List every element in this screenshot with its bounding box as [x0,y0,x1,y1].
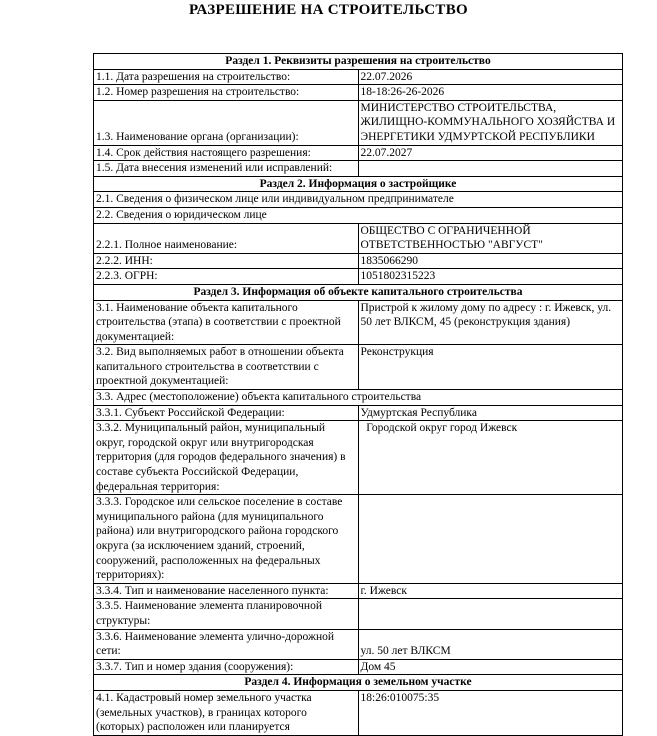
field-label: 1.1. Дата разрешения на строительство: [94,69,359,85]
field-label: 2.2.2. ИНН: [94,253,359,269]
table-row [94,192,623,208]
permit-form-table [93,53,623,736]
field-value [358,495,623,584]
field-label: 1.3. Наименование органа (организации): [94,100,359,145]
field-value: Реконструкция [358,345,623,390]
table-row [94,390,623,406]
field-value: 18-18:26-26-2026 [358,85,623,101]
field-label: 1.4. Срок действия настоящего разрешения: [94,145,359,161]
field-label: 3.3.3. Городское или сельское поселение в составе муниципального района (для муниципального района) или внутригородского района городского округа (за исключением зданий, строений, сооружений, расположенных на федеральных территориях): [94,495,359,584]
field-value: 18:26:010075:35 [358,690,623,735]
field-value: Удмуртская Республика [358,405,623,421]
field-value: 22.07.2027 [358,145,623,161]
field-label: 2.2.3. ОГРН: [94,269,359,285]
section-heading-row [94,284,623,300]
field-value: Пристрой к жилому дому по адресу : г. Ижевск, ул. 50 лет ВЛКСМ, 45 (реконструкция здания) [358,300,623,345]
field-value: МИНИСТЕРСТВО СТРОИТЕЛЬСТВА, ЖИЛИЩНО-КОММУНАЛЬНОГО ХОЗЯЙСТВА И ЭНЕРГЕТИКИ УДМУРТСКОЙ РЕСПУБЛИКИ [358,100,623,145]
field-value: г. Ижевск [358,583,623,599]
table-row [94,405,623,421]
table-row [94,253,623,269]
field-value [358,599,623,629]
field-label: 2.1. Сведения о физическом лице или индивидуальном предпринимателе [94,192,623,208]
table-row [94,629,623,659]
field-label: 3.3.6. Наименование элемента улично-дорожной сети: [94,629,359,659]
table-row [94,300,623,345]
field-label: 1.2. Номер разрешения на строительство: [94,85,359,101]
section-heading-row [94,54,623,70]
field-value: Городской округ город Ижевск [358,421,623,495]
field-value: ул. 50 лет ВЛКСМ [358,629,623,659]
table-row [94,421,623,495]
section-heading-row [94,675,623,691]
table-row [94,599,623,629]
table-row [94,100,623,145]
field-value: 22.07.2026 [358,69,623,85]
document-title: РАЗРЕШЕНИЕ НА СТРОИТЕЛЬСТВО [189,2,468,18]
table-row [94,69,623,85]
field-value [358,161,623,177]
section-4-heading: Раздел 4. Информация о земельном участке [94,675,623,691]
field-label: 2.2.1. Полное наименование: [94,223,359,253]
field-value: 1051802315223 [358,269,623,285]
table-row [94,345,623,390]
field-label: 3.3.4. Тип и наименование населенного пункта: [94,583,359,599]
table-row [94,690,623,735]
field-label: 3.2. Вид выполняемых работ в отношении объекта капитального строительства в соответствии с проектной документацией: [94,345,359,390]
field-label: 1.5. Дата внесения изменений или исправлений: [94,161,359,177]
section-3-heading: Раздел 3. Информация об объекте капитального строительства [94,284,623,300]
table-row [94,495,623,584]
field-label: 3.3. Адрес (местоположение) объекта капитального строительства [94,390,623,406]
table-row [94,207,623,223]
field-label: 3.3.2. Муниципальный район, муниципальный округ, городской округ или внутригородская территория (для городов федерального значения) в составе субъекта Российской Федерации, федеральная территория: [94,421,359,495]
field-label: 3.1. Наименование объекта капитального строительства (этапа) в соответствии с проектной документацией: [94,300,359,345]
field-label: 3.3.5. Наименование элемента планировочной структуры: [94,599,359,629]
table-row [94,659,623,675]
section-1-heading: Раздел 1. Реквизиты разрешения на строительство [94,54,623,70]
field-value: ОБЩЕСТВО С ОГРАНИЧЕННОЙ ОТВЕТСТВЕННОСТЬЮ "АВГУСТ" [358,223,623,253]
field-label: 4.1. Кадастровый номер земельного участка (земельных участков), в границах которого (которых) расположен или планируется [94,690,359,735]
table-row [94,161,623,177]
field-label: 2.2. Сведения о юридическом лице [94,207,623,223]
table-row [94,269,623,285]
field-value: Дом 45 [358,659,623,675]
table-row [94,223,623,253]
section-heading-row [94,176,623,192]
field-value: 1835066290 [358,253,623,269]
table-row [94,145,623,161]
table-row [94,583,623,599]
field-label: 3.3.7. Тип и номер здания (сооружения): [94,659,359,675]
section-2-heading: Раздел 2. Информация о застройщике [94,176,623,192]
field-label: 3.3.1. Субъект Российской Федерации: [94,405,359,421]
table-row [94,85,623,101]
